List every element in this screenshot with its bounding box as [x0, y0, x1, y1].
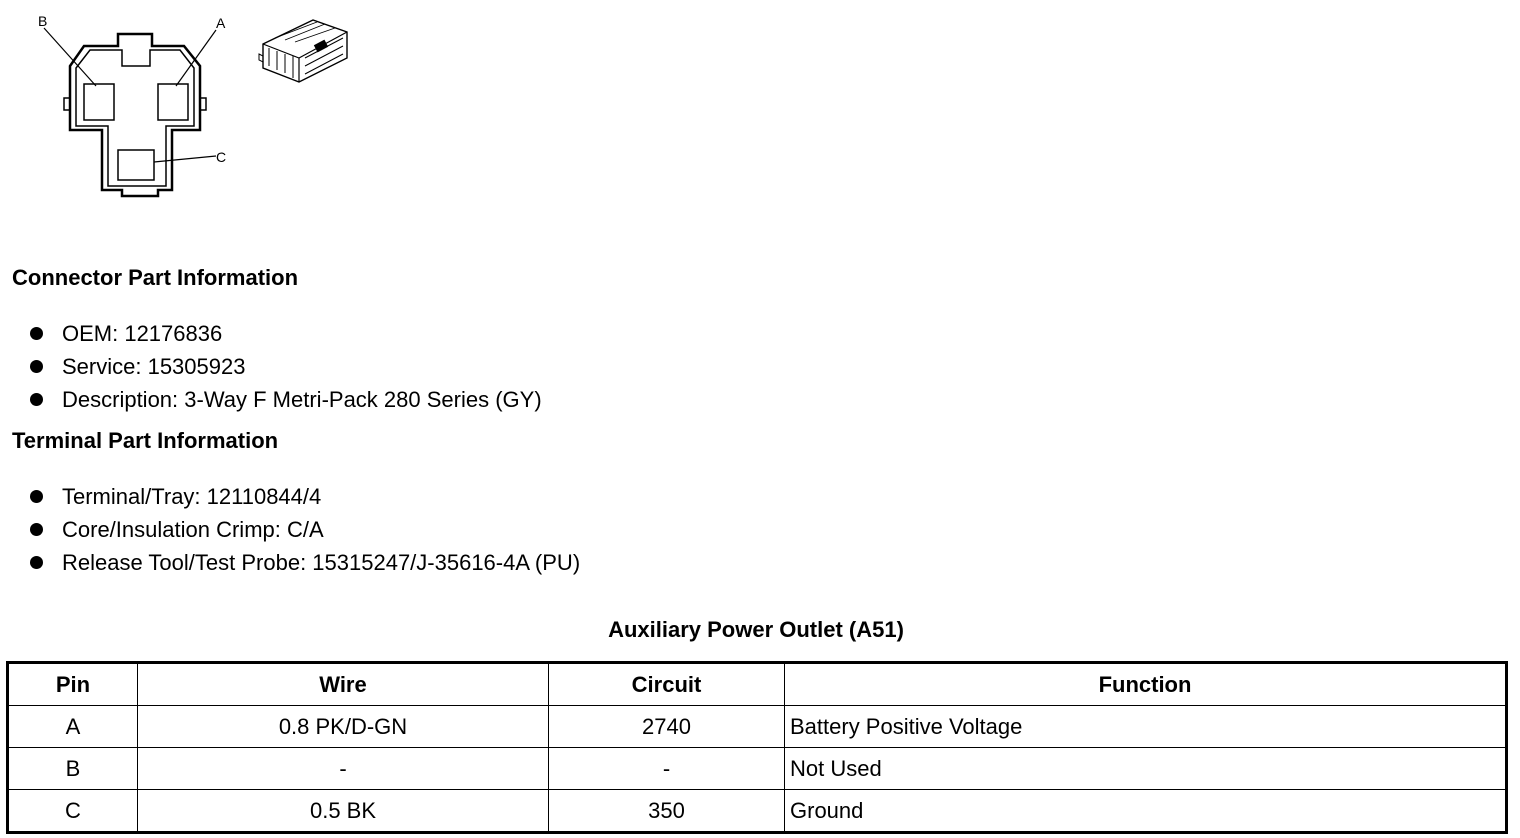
cell-circuit: 350 [549, 790, 785, 833]
terminal-part-info-list [28, 480, 580, 579]
cell-circuit: 2740 [549, 706, 785, 748]
list-item [28, 383, 542, 416]
list-item-text: Terminal/Tray: 12110844/4 [62, 484, 322, 509]
bullet-icon [30, 327, 43, 340]
cavity-b [84, 84, 114, 120]
cell-wire: 0.5 BK [138, 790, 549, 833]
pinout-table-title: Auxiliary Power Outlet (A51) [608, 617, 904, 642]
bullet-icon [30, 360, 43, 373]
list-item-text: Description: 3-Way F Metri-Pack 280 Series (GY) [62, 387, 542, 412]
list-item [28, 350, 542, 383]
table-row [8, 790, 1507, 833]
header-function: Function [785, 663, 1507, 706]
table-header-row [8, 663, 1507, 706]
pinout-table [6, 661, 1508, 834]
cell-wire: 0.8 PK/D-GN [138, 706, 549, 748]
cell-pin: B [8, 748, 138, 790]
cell-pin: C [8, 790, 138, 833]
cell-function: Ground [785, 790, 1507, 833]
cell-wire: - [138, 748, 549, 790]
bullet-icon [30, 490, 43, 503]
list-item [28, 546, 580, 579]
connector-part-info-list [28, 317, 542, 416]
header-wire: Wire [138, 663, 549, 706]
connector-isometric-view [255, 18, 355, 90]
cavity-a [158, 84, 188, 120]
list-item [28, 480, 580, 513]
cell-circuit: - [549, 748, 785, 790]
terminal-part-info-title: Terminal Part Information [12, 428, 279, 453]
connector-inner-outline [76, 50, 194, 186]
list-item [28, 513, 580, 546]
table-row [8, 748, 1507, 790]
list-item-text: Service: 15305923 [62, 354, 246, 379]
callout-a: A [216, 15, 226, 31]
callout-b: B [38, 13, 48, 29]
bullet-icon [30, 523, 43, 536]
table-row [8, 706, 1507, 748]
connector-face-diagram [30, 10, 240, 205]
cell-function: Battery Positive Voltage [785, 706, 1507, 748]
connector-part-info-title: Connector Part Information [12, 265, 299, 290]
bullet-icon [30, 393, 43, 406]
cell-function: Not Used [785, 748, 1507, 790]
header-pin: Pin [8, 663, 138, 706]
list-item-text: OEM: 12176836 [62, 321, 223, 346]
list-item-text: Core/Insulation Crimp: C/A [62, 517, 324, 542]
callout-c: C [216, 149, 227, 165]
list-item [28, 317, 542, 350]
connector-outline [70, 34, 200, 196]
list-item-text: Release Tool/Test Probe: 15315247/J-35616-4A (PU) [62, 550, 581, 575]
header-circuit: Circuit [549, 663, 785, 706]
cavity-c [118, 150, 154, 180]
cell-pin: A [8, 706, 138, 748]
bullet-icon [30, 556, 43, 569]
